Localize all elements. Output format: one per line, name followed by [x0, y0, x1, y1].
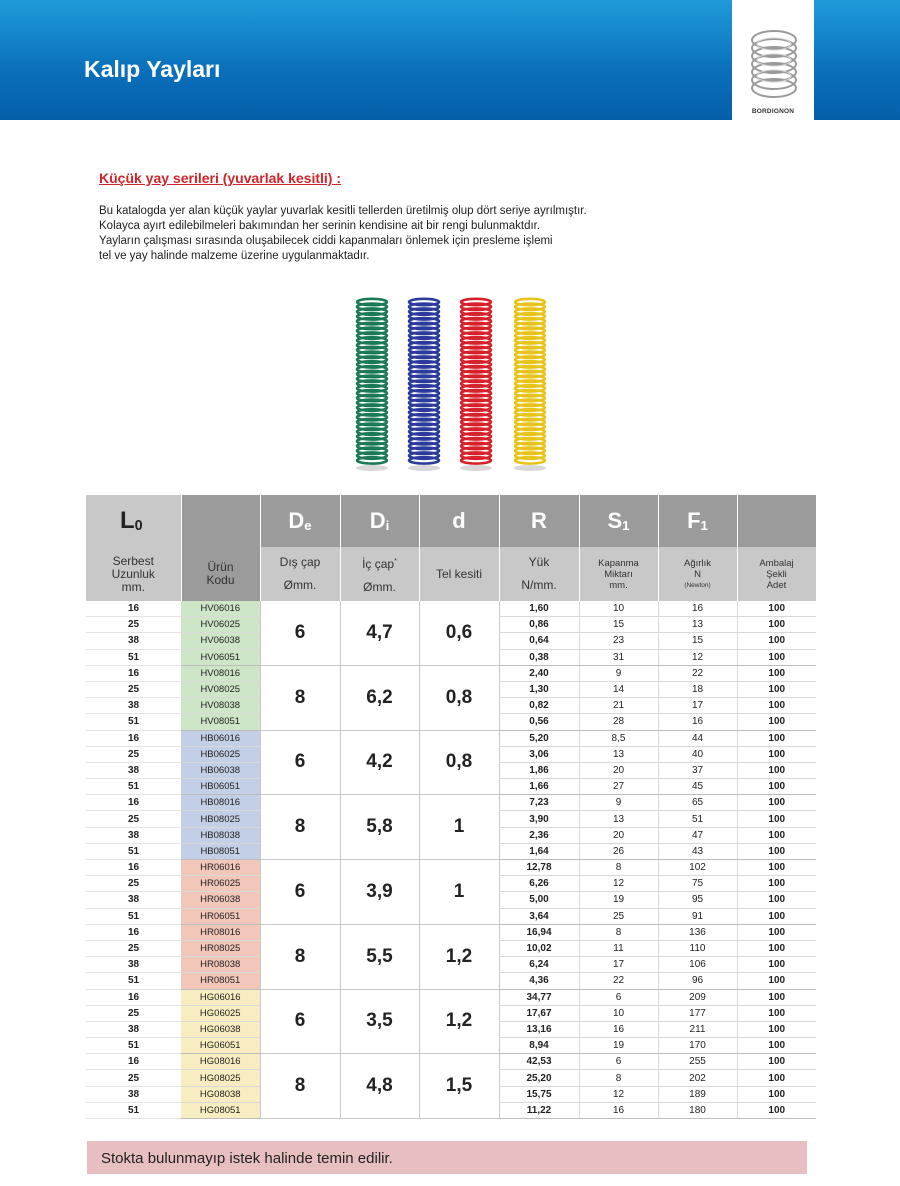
deflection-cell: 9 [579, 795, 658, 811]
product-code-cell: HG06025 [181, 1005, 260, 1021]
coil-spring-icon [460, 299, 492, 471]
load-cell: 10,02 [499, 940, 579, 956]
package-qty-cell: 100 [737, 908, 816, 924]
free-length-cell: 38 [86, 892, 181, 908]
intro-paragraph [99, 204, 739, 264]
deflection-cell: 26 [579, 843, 658, 859]
free-length-cell: 25 [86, 876, 181, 892]
package-qty-cell: 100 [737, 698, 816, 714]
package-qty-cell: 100 [737, 1070, 816, 1086]
free-length-cell: 25 [86, 617, 181, 633]
weight-cell: 22 [658, 665, 737, 681]
load-cell: 3,64 [499, 908, 579, 924]
free-length-cell: 25 [86, 1070, 181, 1086]
header-desc-row [86, 547, 816, 601]
d-value-cell: 1,2 [419, 924, 499, 989]
de-value-cell: 8 [260, 665, 340, 730]
free-length-cell: 25 [86, 1005, 181, 1021]
load-cell: 7,23 [499, 795, 579, 811]
de-value-cell: 8 [260, 1054, 340, 1119]
weight-cell: 47 [658, 827, 737, 843]
product-code-cell: HR06051 [181, 908, 260, 924]
col-f-desc: Ağırlık N (Newton) [658, 547, 737, 601]
package-qty-cell: 100 [737, 860, 816, 876]
d-value-cell: 0,8 [419, 730, 499, 795]
col-code-symbol [181, 495, 260, 547]
weight-cell: 211 [658, 1021, 737, 1037]
package-qty-cell: 100 [737, 746, 816, 762]
col-l0-desc: Serbest Uzunluk mm. [86, 547, 181, 601]
col-l0-symbol: $L_0$ [86, 495, 181, 547]
free-length-cell: 51 [86, 1102, 181, 1118]
product-code-cell: HV08025 [181, 681, 260, 697]
product-code-cell: HV08051 [181, 714, 260, 730]
free-length-cell: 16 [86, 795, 181, 811]
weight-cell: 106 [658, 957, 737, 973]
load-cell: 13,16 [499, 1021, 579, 1037]
product-code-cell: HB08016 [181, 795, 260, 811]
load-cell: 25,20 [499, 1070, 579, 1086]
coil-spring-icon [408, 299, 440, 471]
package-qty-cell: 100 [737, 601, 816, 617]
col-de-symbol: $D_e$ [260, 495, 340, 547]
brand-name: BORDIGNON [751, 108, 795, 115]
weight-cell: 12 [658, 649, 737, 665]
package-qty-cell: 100 [737, 1005, 816, 1021]
deflection-cell: 16 [579, 1102, 658, 1118]
load-cell: 2,36 [499, 827, 579, 843]
product-code-cell: HR08051 [181, 973, 260, 989]
deflection-cell: 19 [579, 892, 658, 908]
deflection-cell: 25 [579, 908, 658, 924]
free-length-cell: 16 [86, 730, 181, 746]
load-cell: 34,77 [499, 989, 579, 1005]
table-row [86, 601, 816, 617]
package-qty-cell: 100 [737, 1038, 816, 1054]
deflection-cell: 10 [579, 1005, 658, 1021]
deflection-cell: 13 [579, 811, 658, 827]
weight-cell: 75 [658, 876, 737, 892]
load-cell: 3,90 [499, 811, 579, 827]
product-code-cell: HG06051 [181, 1038, 260, 1054]
col-s-symbol: $S_1$ [579, 495, 658, 547]
free-length-cell: 16 [86, 924, 181, 940]
weight-cell: 65 [658, 795, 737, 811]
deflection-cell: 21 [579, 698, 658, 714]
package-qty-cell: 100 [737, 730, 816, 746]
col-s-desc: Kapanma Miktarı mm. [579, 547, 658, 601]
di-value-cell: 5,8 [340, 795, 419, 860]
d-value-cell: 1,2 [419, 989, 499, 1054]
weight-cell: 40 [658, 746, 737, 762]
deflection-cell: 12 [579, 876, 658, 892]
package-qty-cell: 100 [737, 1021, 816, 1037]
deflection-cell: 12 [579, 1086, 658, 1102]
load-cell: 4,36 [499, 973, 579, 989]
weight-cell: 37 [658, 762, 737, 778]
package-qty-cell: 100 [737, 827, 816, 843]
bordignon-logo-icon [742, 26, 806, 116]
package-qty-cell: 100 [737, 843, 816, 859]
weight-cell: 16 [658, 601, 737, 617]
deflection-cell: 9 [579, 665, 658, 681]
table-row [86, 989, 816, 1005]
product-code-cell: HG08016 [181, 1054, 260, 1070]
package-qty-cell: 100 [737, 989, 816, 1005]
d-value-cell: 1,5 [419, 1054, 499, 1119]
free-length-cell: 16 [86, 860, 181, 876]
weight-cell: 44 [658, 730, 737, 746]
deflection-cell: 8,5 [579, 730, 658, 746]
package-qty-cell: 100 [737, 617, 816, 633]
spring-spec-table [86, 495, 817, 1119]
package-qty-cell: 100 [737, 1086, 816, 1102]
deflection-cell: 8 [579, 1070, 658, 1086]
deflection-cell: 15 [579, 617, 658, 633]
col-code-desc: Ürün Kodu [181, 547, 260, 601]
free-length-cell: 25 [86, 811, 181, 827]
load-cell: 1,30 [499, 681, 579, 697]
coil-spring-icon [514, 299, 546, 471]
package-qty-cell: 100 [737, 762, 816, 778]
free-length-cell: 38 [86, 957, 181, 973]
page-title: Kalıp Yayları [84, 56, 221, 82]
load-cell: 0,82 [499, 698, 579, 714]
product-code-cell: HV08016 [181, 665, 260, 681]
weight-cell: 17 [658, 698, 737, 714]
deflection-cell: 28 [579, 714, 658, 730]
product-code-cell: HB06038 [181, 762, 260, 778]
load-cell: 16,94 [499, 924, 579, 940]
deflection-cell: 20 [579, 762, 658, 778]
di-value-cell: 4,7 [340, 601, 419, 665]
col-de-desc: Dış çap Ømm. [260, 547, 340, 601]
product-code-cell: HB06025 [181, 746, 260, 762]
de-value-cell: 6 [260, 989, 340, 1054]
intro-line: tel ve yay halinde malzeme üzerine uygulanmaktadır. [99, 250, 370, 262]
product-code-cell: HR06016 [181, 860, 260, 876]
load-cell: 5,00 [499, 892, 579, 908]
di-value-cell: 3,9 [340, 860, 419, 925]
section-title: Küçük yay serileri (yuvarlak kesitli) : [99, 170, 342, 186]
de-value-cell: 8 [260, 924, 340, 989]
free-length-cell: 25 [86, 746, 181, 762]
product-code-cell: HG06038 [181, 1021, 260, 1037]
deflection-cell: 27 [579, 779, 658, 795]
di-value-cell: 4,2 [340, 730, 419, 795]
col-di-symbol: $D_i$ [340, 495, 419, 547]
free-length-cell: 38 [86, 1086, 181, 1102]
free-length-cell: 51 [86, 649, 181, 665]
product-code-cell: HG08025 [181, 1070, 260, 1086]
free-length-cell: 38 [86, 698, 181, 714]
load-cell: 1,64 [499, 843, 579, 859]
package-qty-cell: 100 [737, 714, 816, 730]
weight-cell: 18 [658, 681, 737, 697]
load-cell: 1,60 [499, 601, 579, 617]
table-row [86, 924, 816, 940]
page-header [0, 0, 900, 120]
load-cell: 15,75 [499, 1086, 579, 1102]
col-di-desc: İç çap* Ømm. [340, 547, 419, 601]
di-value-cell: 6,2 [340, 665, 419, 730]
load-cell: 0,64 [499, 633, 579, 649]
free-length-cell: 51 [86, 843, 181, 859]
free-length-cell: 25 [86, 681, 181, 697]
package-qty-cell: 100 [737, 811, 816, 827]
load-cell: 8,94 [499, 1038, 579, 1054]
load-cell: 0,86 [499, 617, 579, 633]
de-value-cell: 6 [260, 730, 340, 795]
di-value-cell: 3,5 [340, 989, 419, 1054]
package-qty-cell: 100 [737, 892, 816, 908]
deflection-cell: 19 [579, 1038, 658, 1054]
product-code-cell: HV06051 [181, 649, 260, 665]
free-length-cell: 25 [86, 940, 181, 956]
d-value-cell: 0,6 [419, 601, 499, 665]
weight-cell: 96 [658, 973, 737, 989]
deflection-cell: 16 [579, 1021, 658, 1037]
d-value-cell: 0,8 [419, 665, 499, 730]
intro-line: Bu katalogda yer alan küçük yaylar yuvarlak kesitli tellerden üretilmiş olup dört seriye ayrılmıştır. [99, 205, 587, 217]
weight-cell: 45 [658, 779, 737, 795]
product-code-cell: HR06025 [181, 876, 260, 892]
deflection-cell: 14 [579, 681, 658, 697]
free-length-cell: 16 [86, 665, 181, 681]
free-length-cell: 51 [86, 1038, 181, 1054]
deflection-cell: 13 [579, 746, 658, 762]
product-code-cell: HR08025 [181, 940, 260, 956]
load-cell: 0,38 [499, 649, 579, 665]
weight-cell: 95 [658, 892, 737, 908]
weight-cell: 209 [658, 989, 737, 1005]
weight-cell: 177 [658, 1005, 737, 1021]
header-band-end [814, 0, 900, 120]
table-row [86, 730, 816, 746]
deflection-cell: 8 [579, 924, 658, 940]
load-cell: 2,40 [499, 665, 579, 681]
load-cell: 42,53 [499, 1054, 579, 1070]
free-length-cell: 16 [86, 601, 181, 617]
col-d-desc: Tel kesiti [419, 547, 499, 601]
package-qty-cell: 100 [737, 649, 816, 665]
weight-cell: 16 [658, 714, 737, 730]
load-cell: 3,06 [499, 746, 579, 762]
product-code-cell: HB08051 [181, 843, 260, 859]
weight-cell: 136 [658, 924, 737, 940]
deflection-cell: 17 [579, 957, 658, 973]
product-code-cell: HB08025 [181, 811, 260, 827]
intro-line: Kolayca ayırt edilebilmeleri bakımından her serinin kendisine ait bir rengi bulunmaktdır. [99, 220, 541, 232]
de-value-cell: 6 [260, 860, 340, 925]
deflection-cell: 11 [579, 940, 658, 956]
package-qty-cell: 100 [737, 1102, 816, 1118]
product-code-cell: HB06016 [181, 730, 260, 746]
table-row [86, 665, 816, 681]
product-code-cell: HV06038 [181, 633, 260, 649]
package-qty-cell: 100 [737, 665, 816, 681]
weight-cell: 91 [658, 908, 737, 924]
deflection-cell: 22 [579, 973, 658, 989]
col-f-symbol: $F_1$ [658, 495, 737, 547]
deflection-cell: 6 [579, 989, 658, 1005]
weight-cell: 180 [658, 1102, 737, 1118]
product-code-cell: HV08038 [181, 698, 260, 714]
col-r-symbol: R [499, 495, 579, 547]
free-length-cell: 16 [86, 1054, 181, 1070]
free-length-cell: 38 [86, 633, 181, 649]
col-a-symbol [737, 495, 816, 547]
load-cell: 5,20 [499, 730, 579, 746]
di-value-cell: 5,5 [340, 924, 419, 989]
col-r-desc: Yük N/mm. [499, 547, 579, 601]
load-cell: 1,66 [499, 779, 579, 795]
footer-note [87, 1141, 807, 1174]
footer-note-text: Stokta bulunmayıp istek halinde temin edilir. [101, 1150, 393, 1167]
product-code-cell: HG06016 [181, 989, 260, 1005]
d-value-cell: 1 [419, 860, 499, 925]
weight-cell: 15 [658, 633, 737, 649]
de-value-cell: 8 [260, 795, 340, 860]
weight-cell: 43 [658, 843, 737, 859]
product-code-cell: HV06025 [181, 617, 260, 633]
free-length-cell: 51 [86, 908, 181, 924]
free-length-cell: 38 [86, 1021, 181, 1037]
package-qty-cell: 100 [737, 795, 816, 811]
table-row [86, 1054, 816, 1070]
product-code-cell: HR08016 [181, 924, 260, 940]
load-cell: 11,22 [499, 1102, 579, 1118]
de-value-cell: 6 [260, 601, 340, 665]
product-code-cell: HR06038 [181, 892, 260, 908]
load-cell: 17,67 [499, 1005, 579, 1021]
package-qty-cell: 100 [737, 940, 816, 956]
package-qty-cell: 100 [737, 633, 816, 649]
table-row [86, 860, 816, 876]
load-cell: 0,56 [499, 714, 579, 730]
col-a-desc: Ambalaj Şekli Adet [737, 547, 816, 601]
table-row [86, 795, 816, 811]
d-value-cell: 1 [419, 795, 499, 860]
free-length-cell: 51 [86, 779, 181, 795]
load-cell: 12,78 [499, 860, 579, 876]
spring-spec-body [86, 601, 816, 1119]
weight-cell: 255 [658, 1054, 737, 1070]
free-length-cell: 51 [86, 714, 181, 730]
package-qty-cell: 100 [737, 876, 816, 892]
deflection-cell: 20 [579, 827, 658, 843]
weight-cell: 189 [658, 1086, 737, 1102]
package-qty-cell: 100 [737, 957, 816, 973]
package-qty-cell: 100 [737, 681, 816, 697]
weight-cell: 170 [658, 1038, 737, 1054]
weight-cell: 13 [658, 617, 737, 633]
coil-spring-icon [356, 299, 388, 471]
deflection-cell: 6 [579, 1054, 658, 1070]
free-length-cell: 51 [86, 973, 181, 989]
col-d-symbol: d [419, 495, 499, 547]
package-qty-cell: 100 [737, 779, 816, 795]
product-code-cell: HG08051 [181, 1102, 260, 1118]
product-code-cell: HB08038 [181, 827, 260, 843]
intro-line: Yayların çalışması sırasında oluşabilecek ciddi kapanmaları önlemek için presleme işlemi [99, 235, 553, 247]
load-cell: 1,86 [499, 762, 579, 778]
free-length-cell: 16 [86, 989, 181, 1005]
weight-cell: 202 [658, 1070, 737, 1086]
free-length-cell: 38 [86, 827, 181, 843]
product-code-cell: HB06051 [181, 779, 260, 795]
product-code-cell: HV06016 [181, 601, 260, 617]
package-qty-cell: 100 [737, 1054, 816, 1070]
di-value-cell: 4,8 [340, 1054, 419, 1119]
package-qty-cell: 100 [737, 924, 816, 940]
deflection-cell: 31 [579, 649, 658, 665]
load-cell: 6,24 [499, 957, 579, 973]
weight-cell: 51 [658, 811, 737, 827]
load-cell: 6,26 [499, 876, 579, 892]
weight-cell: 102 [658, 860, 737, 876]
deflection-cell: 23 [579, 633, 658, 649]
package-qty-cell: 100 [737, 973, 816, 989]
header-symbol-row [86, 495, 816, 547]
deflection-cell: 8 [579, 860, 658, 876]
deflection-cell: 10 [579, 601, 658, 617]
product-code-cell: HG08038 [181, 1086, 260, 1102]
springs-photo [350, 296, 560, 472]
free-length-cell: 38 [86, 762, 181, 778]
product-code-cell: HR08038 [181, 957, 260, 973]
weight-cell: 110 [658, 940, 737, 956]
